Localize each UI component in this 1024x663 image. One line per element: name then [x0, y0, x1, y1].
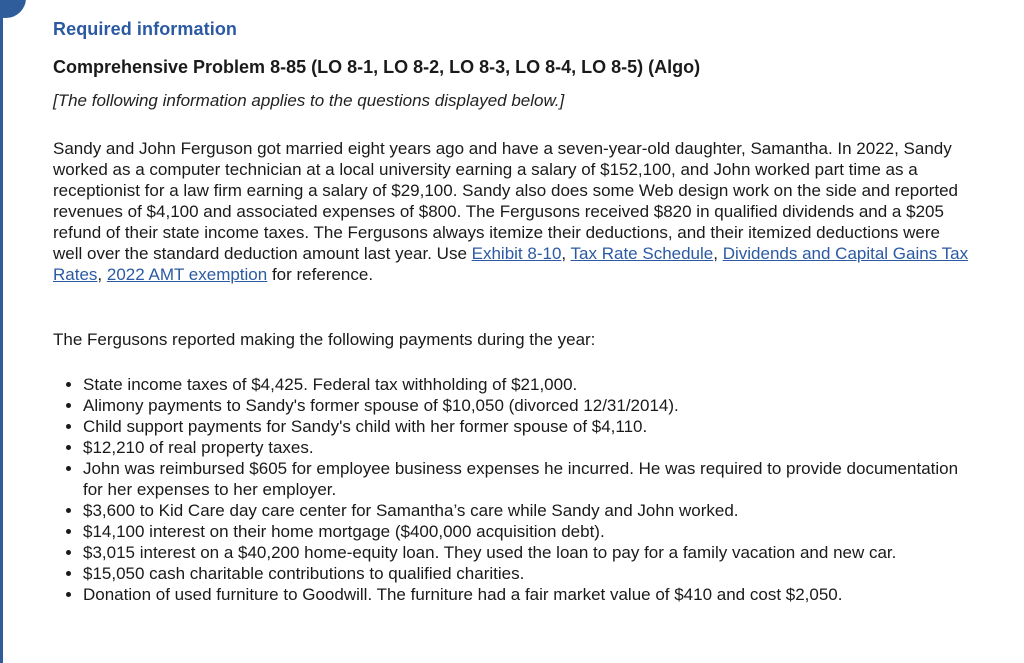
corner-badge [0, 0, 26, 18]
scenario-paragraph: Sandy and John Ferguson got married eight years ago and have a seven-year-old daughter, Samantha. In 2022, Sandy worked as a computer technician at a local university earning a salary of $152,100, and John worked part time as a receptionist for a law firm earning a salary of $29,100. Sandy also does some Web design work on the side and reported revenues of $4,100 and associated expenses of $800. The Fergusons received $820 in qualified dividends and a $205 refund of their state income taxes. The Fergusons always itemize their deductions, and their itemized deductions were well over the standard deduction amount last year. Use Exhibit 8-10, Tax Rate Schedule, Dividends and Capital Gains Tax Rates, 2022 AMT exemption for reference. [53, 139, 969, 284]
list-item: • John was reimbursed $605 for employee business expenses he incurred. He was required to provide documentation for her expenses to her employer. [83, 458, 973, 500]
list-item: • $12,210 of real property taxes. [83, 437, 973, 458]
payments-intro: The Fergusons reported making the following payments during the year: [53, 330, 596, 349]
list-item: • Child support payments for Sandy's child with her former spouse of $4,110. [83, 416, 973, 437]
list-item: • $3,015 interest on a $40,200 home-equity loan. They used the loan to pay for a family vacation and new car. [83, 542, 973, 563]
list-item: • State income taxes of $4,425. Federal tax withholding of $21,000. [83, 374, 973, 395]
problem-title: Comprehensive Problem 8-85 (LO 8-1, LO 8-2, LO 8-3, LO 8-4, LO 8-5) (Algo) [53, 57, 701, 77]
list-item: • $15,050 cash charitable contributions to qualified charities. [83, 563, 973, 584]
list-item: • $14,100 interest on their home mortgage ($400,000 acquisition debt). [83, 521, 973, 542]
list-item: • $3,600 to Kid Care day care center for Samantha’s care while Sandy and John worked. [83, 500, 973, 521]
scenario-closing-text: for reference. [267, 265, 374, 284]
exhibit-8-10-link[interactable]: Exhibit 8-10 [471, 244, 562, 263]
scenario-text: Sandy and John Ferguson got married eight years ago and have a seven-year-old daughter, Samantha. In 2022, Sandy worked as a computer technician at a local university earning a salary of $152,100, and John worked part time as a receptionist for a law firm earning a salary of $29,100. Sandy also does some Web design work on the side and reported revenues of $4,100 and associated expenses of $800. The Fergusons received $820 in qualified dividends and a $205 refund of their state income taxes. The Fergusons always itemize their deductions, and their itemized deductions were well over the standard deduction amount last year. Use [53, 139, 958, 263]
amt-exemption-link[interactable]: 2022 AMT exemption [106, 265, 268, 284]
list-item: • Alimony payments to Sandy's former spouse of $10,050 (divorced 12/31/2014). [83, 395, 973, 416]
applies-note: [The following information applies to the questions displayed below.] [53, 91, 565, 110]
payments-list [53, 374, 973, 605]
list-item: • Donation of used furniture to Goodwill. The furniture had a fair market value of $410 and cost $2,050. [83, 584, 973, 605]
left-accent-rule [0, 0, 3, 663]
dividends-capital-gains-link[interactable]: Dividends and Capital Gains Tax Rates [53, 244, 969, 284]
required-information-heading: Required information [53, 19, 238, 39]
tax-rate-schedule-link[interactable]: Tax Rate Schedule [570, 244, 714, 263]
